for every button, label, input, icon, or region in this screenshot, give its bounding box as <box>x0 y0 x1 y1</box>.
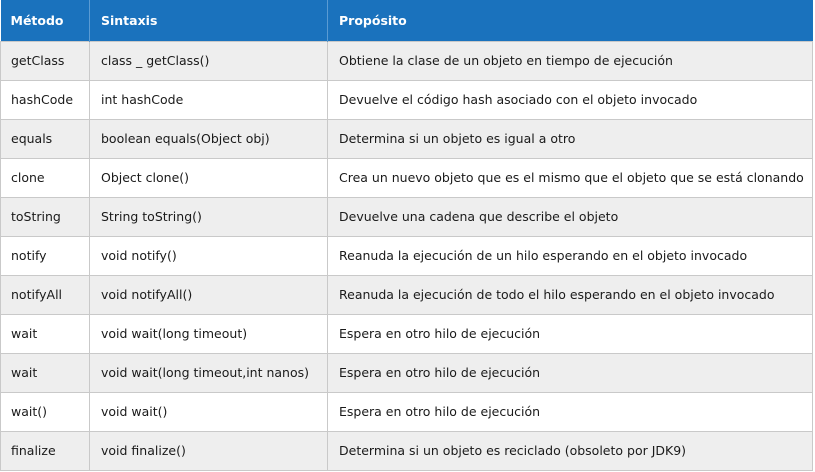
table-row <box>1 353 813 392</box>
table-row <box>1 119 813 158</box>
metodo-cell: finalize <box>1 431 90 470</box>
sintaxis-cell: boolean equals(Object obj) <box>90 119 328 158</box>
header-proposito: Propósito <box>328 0 813 41</box>
proposito-cell: Devuelve el código hash asociado con el objeto invocado <box>328 80 813 119</box>
header-sintaxis: Sintaxis <box>90 0 328 41</box>
sintaxis-cell: class _ getClass() <box>90 41 328 80</box>
metodo-cell: equals <box>1 119 90 158</box>
sintaxis-cell: void notifyAll() <box>90 275 328 314</box>
sintaxis-cell: void notify() <box>90 236 328 275</box>
table-row <box>1 431 813 470</box>
table-row <box>1 158 813 197</box>
proposito-cell: Reanuda la ejecución de todo el hilo esperando en el objeto invocado <box>328 275 813 314</box>
proposito-cell: Espera en otro hilo de ejecución <box>328 353 813 392</box>
metodo-cell: getClass <box>1 41 90 80</box>
proposito-cell: Determina si un objeto es reciclado (obsoleto por JDK9) <box>328 431 813 470</box>
table-row <box>1 275 813 314</box>
sintaxis-cell: void finalize() <box>90 431 328 470</box>
table-header <box>1 0 813 41</box>
sintaxis-cell: Object clone() <box>90 158 328 197</box>
table-row <box>1 80 813 119</box>
proposito-cell: Determina si un objeto es igual a otro <box>328 119 813 158</box>
sintaxis-cell: void wait() <box>90 392 328 431</box>
metodo-cell: toString <box>1 197 90 236</box>
proposito-cell: Crea un nuevo objeto que es el mismo que el objeto que se está clonando <box>328 158 813 197</box>
proposito-cell: Obtiene la clase de un objeto en tiempo de ejecución <box>328 41 813 80</box>
table-row <box>1 236 813 275</box>
sintaxis-cell: String toString() <box>90 197 328 236</box>
proposito-cell: Reanuda la ejecución de un hilo esperando en el objeto invocado <box>328 236 813 275</box>
metodo-cell: clone <box>1 158 90 197</box>
table-row <box>1 392 813 431</box>
proposito-cell: Devuelve una cadena que describe el objeto <box>328 197 813 236</box>
sintaxis-cell: void wait(long timeout,int nanos) <box>90 353 328 392</box>
table-row <box>1 197 813 236</box>
metodo-cell: hashCode <box>1 80 90 119</box>
sintaxis-cell: void wait(long timeout) <box>90 314 328 353</box>
header-row <box>1 0 813 41</box>
table-body <box>1 41 813 470</box>
metodo-cell: notifyAll <box>1 275 90 314</box>
sintaxis-cell: int hashCode <box>90 80 328 119</box>
header-metodo: Método <box>1 0 90 41</box>
proposito-cell: Espera en otro hilo de ejecución <box>328 392 813 431</box>
metodo-cell: notify <box>1 236 90 275</box>
metodo-cell: wait <box>1 314 90 353</box>
table-row <box>1 314 813 353</box>
metodo-cell: wait <box>1 353 90 392</box>
table-row <box>1 41 813 80</box>
proposito-cell: Espera en otro hilo de ejecución <box>328 314 813 353</box>
metodo-cell: wait() <box>1 392 90 431</box>
